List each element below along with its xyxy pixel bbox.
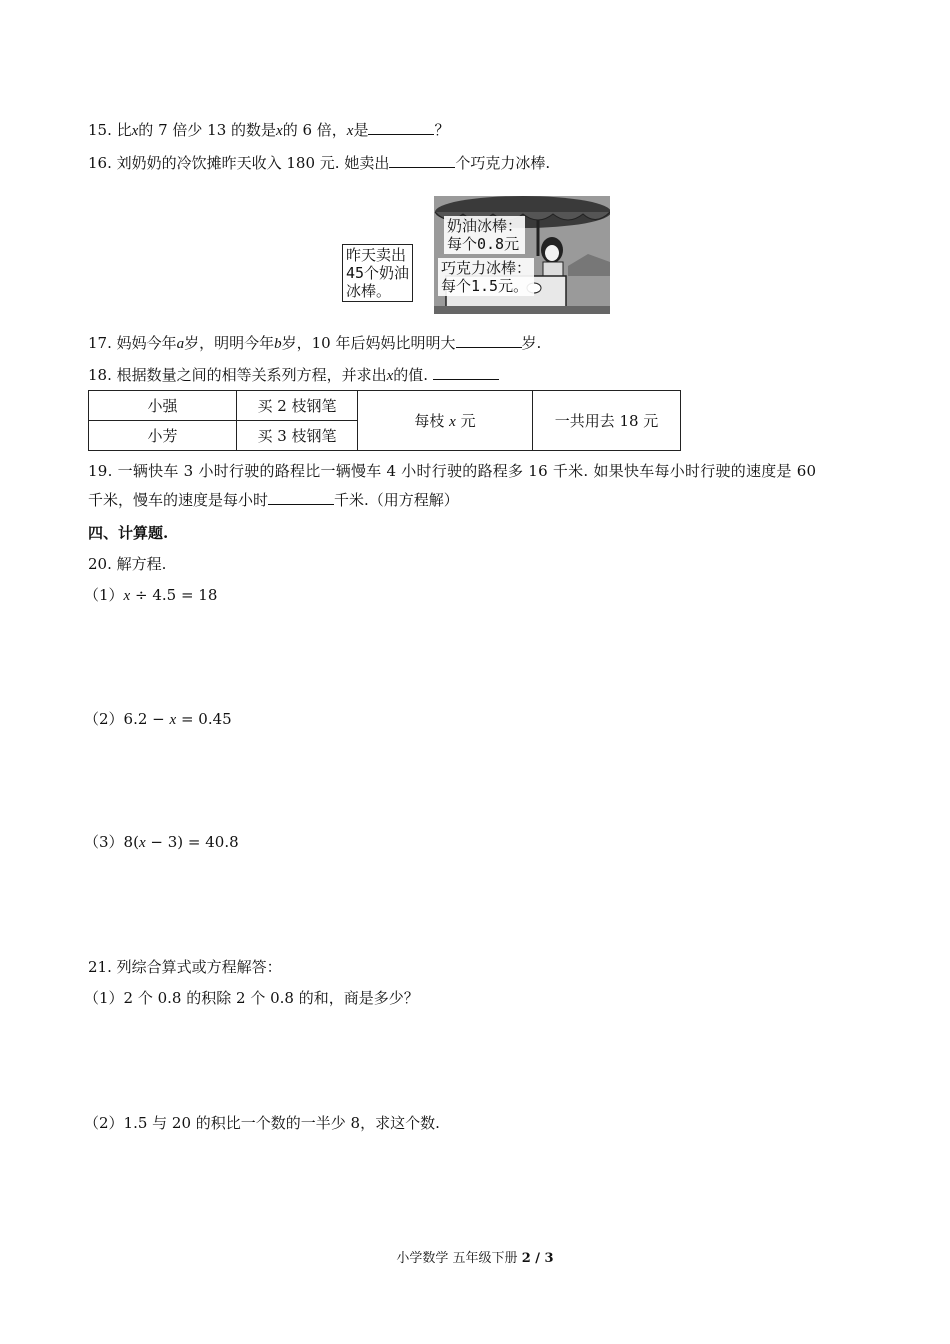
answer-blank[interactable] <box>268 490 334 505</box>
variable-x: x <box>276 123 283 139</box>
pen-purchase-table <box>88 390 681 451</box>
cell-purchase: 买 3 枝钢笔 <box>237 421 358 451</box>
equation-3: （3）8(x − 3) = 40.8 <box>84 833 239 851</box>
variable-x: x <box>386 368 394 384</box>
question-16: 16. 刘奶奶的冷饮摊昨天收入 180 元. 她卖出 个巧克力冰棒. <box>88 154 551 172</box>
speech-bubble-left: 昨天卖出 45个奶油 冰棒。 <box>342 244 413 302</box>
section-heading: 四、计算题. <box>88 524 169 542</box>
page-number: 2 / 3 <box>521 1251 554 1266</box>
variable-a: a <box>176 336 185 352</box>
price-label-cream: 奶油冰棒： 每个0.8元 <box>444 216 525 254</box>
cell-purchase: 买 2 枝钢笔 <box>237 391 358 421</box>
variable-b: b <box>274 336 282 352</box>
price-label-chocolate: 巧克力冰棒： 每个1.5元。 <box>438 258 534 296</box>
question-19-line1: 19. 一辆快车 3 小时行驶的路程比一辆慢车 4 小时行驶的路程多 16 千米. 如果快车每小时行驶的速度是 60 <box>88 462 817 480</box>
answer-blank[interactable] <box>456 333 522 348</box>
page-footer: 小学数学 五年级下册 2 / 3 <box>396 1251 554 1266</box>
question-20: 20. 解方程. <box>88 555 167 573</box>
answer-blank[interactable] <box>433 365 499 380</box>
equation-2: （2）6.2 − x = 0.45 <box>84 710 232 728</box>
answer-blank[interactable] <box>389 153 455 168</box>
question-18: 18. 根据数量之间的相等关系列方程，并求出x的值. <box>88 365 499 386</box>
question-21-part1: （1）2 个 0.8 的积除 2 个 0.8 的和，商是多少？ <box>84 989 419 1007</box>
question-21-part2: （2）1.5 与 20 的积比一个数的一半少 8，求这个数. <box>84 1114 440 1132</box>
cell-unit-price: 每枝 x 元 <box>358 391 533 451</box>
variable-x: x <box>131 123 139 139</box>
answer-blank[interactable] <box>368 120 434 135</box>
ice-cream-stand-illustration <box>338 196 610 314</box>
cell-name: 小芳 <box>89 421 237 451</box>
equation-1: （1）x ÷ 4.5 = 18 <box>84 586 218 604</box>
question-19-line2: 千米，慢车的速度是每小时 千米.（用方程解） <box>88 491 459 509</box>
variable-x: x <box>346 123 354 139</box>
question-21: 21. 列综合算式或方程解答： <box>88 958 282 976</box>
cell-total: 一共用去 18 元 <box>533 391 681 451</box>
question-15: 15. 比x的 7 倍少 13 的数是x的 6 倍，x是 ？ <box>88 121 450 139</box>
question-17: 17. 妈妈今年a岁，明明今年b岁，10 年后妈妈比明明大 岁. <box>88 334 542 352</box>
cell-name: 小强 <box>89 391 237 421</box>
